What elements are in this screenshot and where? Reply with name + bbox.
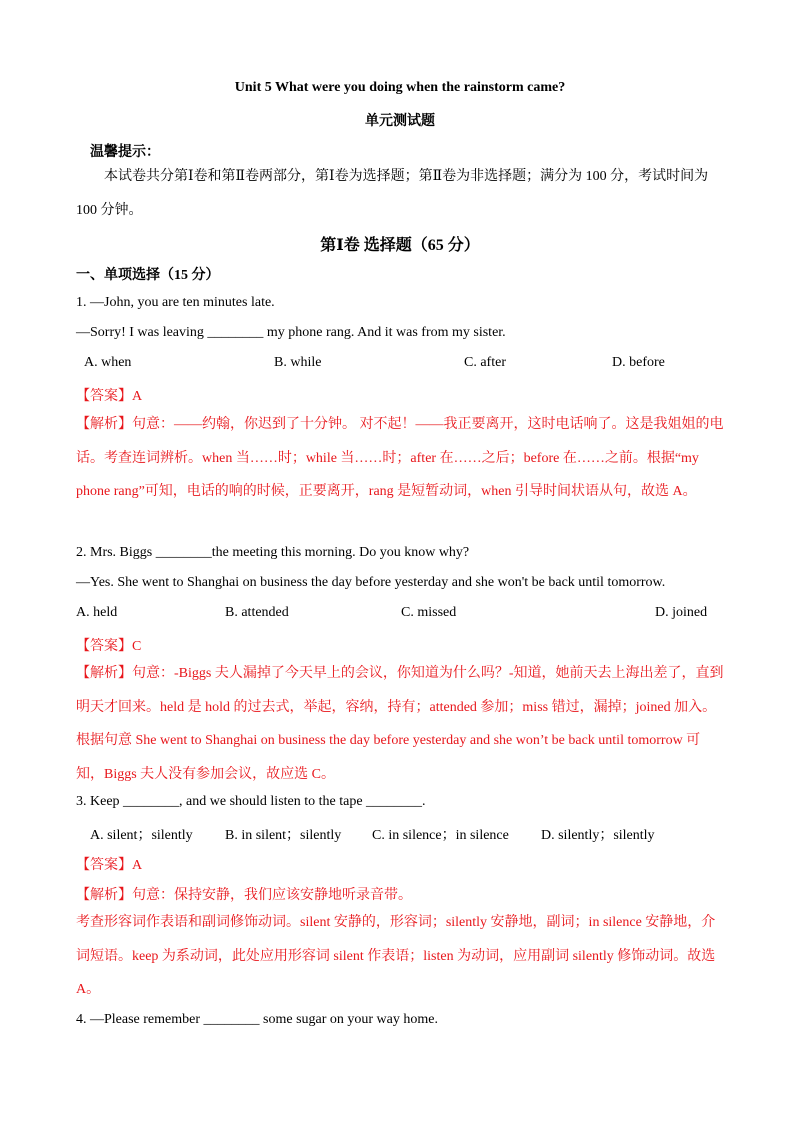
q3-analysis: 考查形容词作表语和副词修饰动词。silent 安静的，形容词；silently 安静地，副词；in silence 安静地，介词短语。keep 为系动词，此处应用形容词 silent 作表语；listen 为动词，应用副词 silently 修饰动词。故选 A。 (76, 915, 716, 997)
q3-option-a: A. silent；silently (90, 828, 193, 843)
test-subtitle: 单元测试题 (365, 114, 435, 129)
q2-stem-line1: 2. Mrs. Biggs ________the meeting this morning. Do you know why? (76, 545, 470, 560)
q3-option-c: C. in silence；in silence (372, 828, 509, 843)
q1-answer: 【答案】A (76, 389, 143, 404)
section-title: 第Ⅰ卷 选择题（65 分） (320, 237, 480, 254)
q1-stem-line2: —Sorry! I was leaving ________ my phone rang. And it was from my sister. (76, 325, 506, 340)
q1-option-b: B. while (274, 355, 322, 370)
unit-title: Unit 5 What were you doing when the rainstorm came? (234, 80, 566, 95)
q3-analysis-line1: 【解析】句意：保持安静，我们应该安静地听录音带。 (76, 888, 412, 903)
q2-option-b: B. attended (225, 605, 289, 620)
q2-answer: 【答案】C (76, 639, 142, 654)
notice-label: 温馨提示： (90, 145, 160, 160)
q3-answer: 【答案】A (76, 858, 143, 873)
q2-analysis: 【解析】句意：-Biggs 夫人漏掉了今天早上的会议，你知道为什么吗？-知道，她前天去上海出差了，直到明天才回来。held 是 hold 的过去式，举起，容纳，持有；attended 参加；miss 错过，漏掉；joined 加入。根据句意 She went to Shanghai on business the day before yesterday and she won’t be back until tomorrow 可知，Biggs 夫人没有参加会议，故应选 C。 (76, 666, 724, 782)
notice-text: 本试卷共分第Ⅰ卷和第Ⅱ卷两部分，第Ⅰ卷为选择题；第Ⅱ卷为非选择题；满分为 100 分，考试时间为 100 分钟。 (76, 169, 709, 218)
q2-option-c: C. missed (401, 605, 457, 620)
q2-option-d: D. joined (655, 605, 708, 620)
q1-analysis: 【解析】句意：——约翰，你迟到了十分钟。 对不起！——我正要离开，这时电话响了。这是我姐姐的电话。考查连词辨析。when 当……时；while 当……时；after 在……之后；before 在……之前。根据“my phone rang”可知，电话的响的时候，正要离开，rang 是短暂动词，when 引导时间状语从句，故选 A。 (76, 417, 724, 499)
q3-option-b: B. in silent；silently (225, 828, 342, 843)
q1-option-c: C. after (464, 355, 506, 370)
q3-stem: 3. Keep ________, and we should listen to the tape ________. (76, 794, 426, 809)
part1-title: 一、单项选择（15 分） (76, 268, 220, 283)
q4-stem: 4. —Please remember ________ some sugar on your way home. (76, 1012, 438, 1027)
q1-option-a: A. when (84, 355, 132, 370)
q1-option-d: D. before (612, 355, 665, 370)
q3-option-d: D. silently；silently (541, 828, 655, 843)
q2-stem-line2: —Yes. She went to Shanghai on business the day before yesterday and she won't be back until tomorrow. (76, 575, 666, 590)
q1-stem-line1: 1. —John, you are ten minutes late. (76, 295, 275, 310)
q2-option-a: A. held (76, 605, 118, 620)
